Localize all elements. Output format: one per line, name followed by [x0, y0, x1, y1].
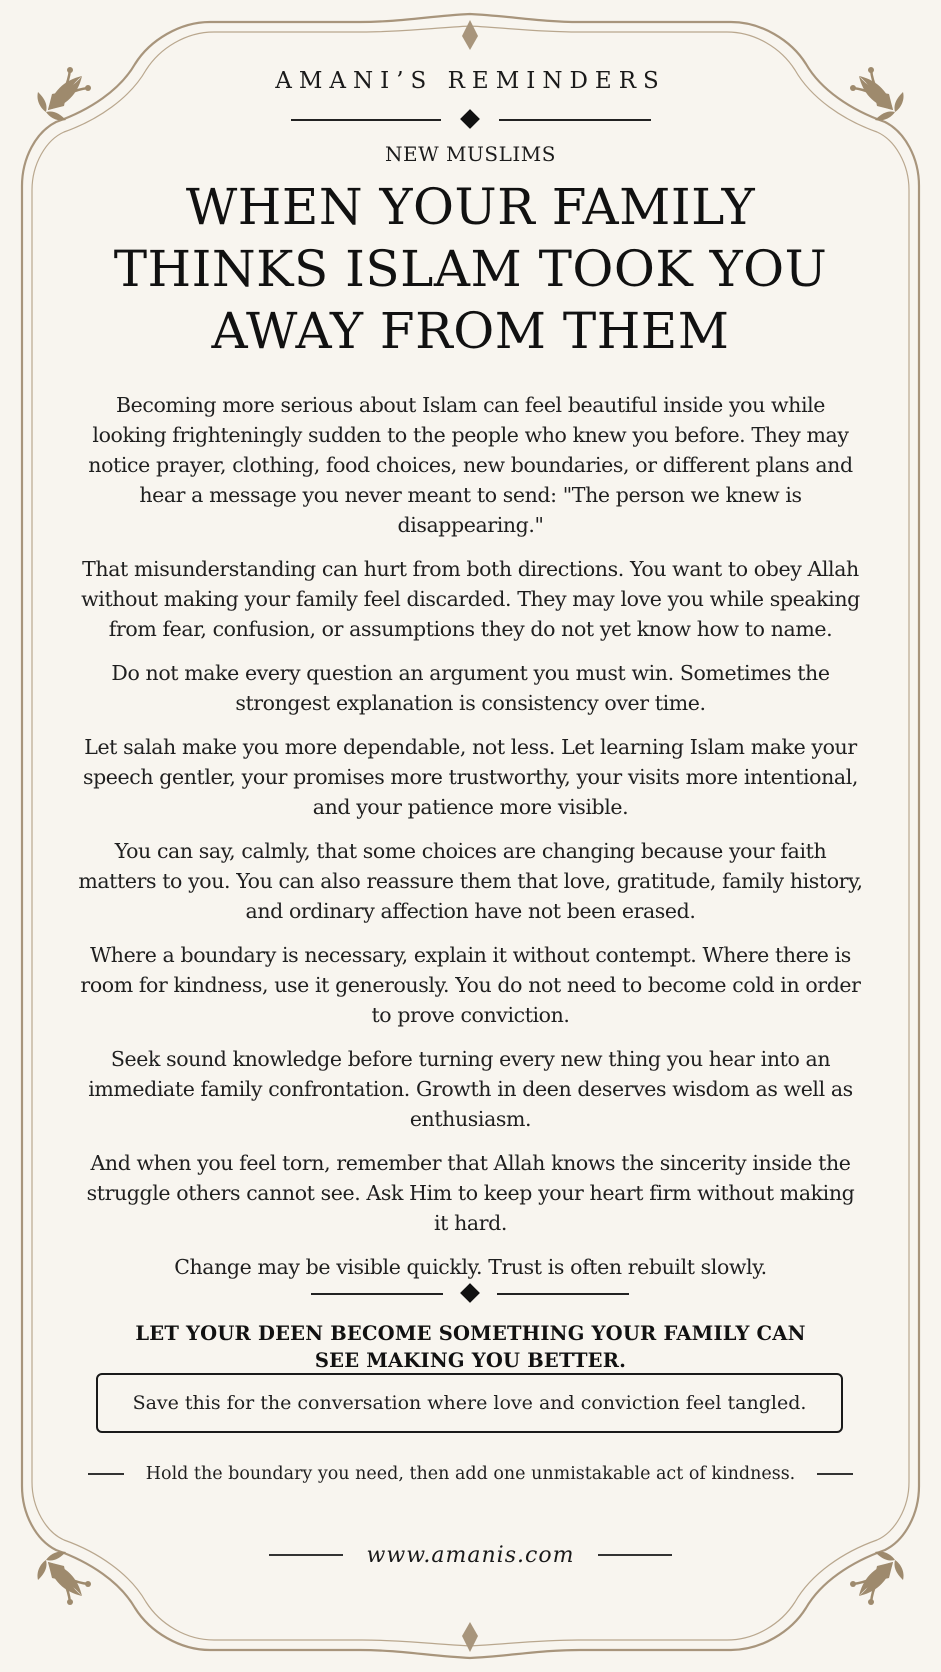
call-to-action: LET YOUR DEEN BECOME SOMETHING YOUR FAMILY CAN SEE MAKING YOU BETTER.: [135, 1322, 806, 1372]
diamond-icon: [460, 1283, 480, 1303]
paragraph: Seek sound knowledge before turning every new thing you hear into an immediate family confrontation. Growth in deen deserves wisdom as well as enthusiasm.: [88, 1047, 853, 1131]
save-note-box: [96, 1373, 843, 1433]
dash-divider: [598, 1554, 672, 1556]
website-line: [0, 1537, 941, 1573]
tip-text: Hold the boundary you need, then add one unmistakable act of kindness.: [145, 1464, 796, 1484]
article-body: [78, 390, 863, 1296]
page-title: WHEN YOUR FAMILY THINKS ISLAM TOOK YOU AWAY FROM THEM: [113, 178, 828, 360]
tip-line: [0, 1460, 941, 1488]
paragraph: Change may be visible quickly. Trust is often rebuilt slowly.: [174, 1255, 767, 1279]
paragraph: Where a boundary is necessary, explain it without contempt. Where there is room for kindness, use it generously. You do not need to become cold in order to prove conviction.: [80, 943, 861, 1027]
footer-divider: [0, 1282, 941, 1306]
dash-divider: [88, 1473, 124, 1475]
category-label: NEW MUSLIMS: [385, 142, 556, 166]
paragraph: You can say, calmly, that some choices are changing because your faith matters to you. You can also reassure them that love, gratitude, family history, and ordinary affection have not been erased.: [78, 839, 863, 923]
brand-name: AMANI’S REMINDERS: [275, 68, 666, 94]
diamond-icon: [460, 109, 480, 129]
save-note-text: Save this for the conversation where love and conviction feel tangled.: [132, 1392, 807, 1414]
header-divider: [0, 108, 941, 132]
dash-divider: [269, 1554, 343, 1556]
website-link[interactable]: www.amanis.com: [366, 1542, 575, 1568]
paragraph: That misunderstanding can hurt from both directions. You want to obey Allah without making your family feel discarded. They may love you while speaking from fear, confusion, or assumptions they do not yet know how to name.: [81, 557, 860, 641]
paragraph: Do not make every question an argument you must win. Sometimes the strongest explanation is consistency over time.: [111, 661, 830, 715]
dash-divider: [817, 1473, 853, 1475]
paragraph: Let salah make you more dependable, not less. Let learning Islam make your speech gentler, your promises more trustworthy, your visits more intentional, and your patience more visible.: [82, 735, 859, 819]
paragraph: And when you feel torn, remember that Allah knows the sincerity inside the struggle others cannot see. Ask Him to keep your heart firm without making it hard.: [86, 1151, 855, 1235]
paragraph: Becoming more serious about Islam can feel beautiful inside you while looking frighteningly sudden to the people who knew you before. They may notice prayer, clothing, food choices, new boundaries, or different plans and hear a message you never meant to send: "The person we knew is disappearing.": [88, 393, 853, 537]
